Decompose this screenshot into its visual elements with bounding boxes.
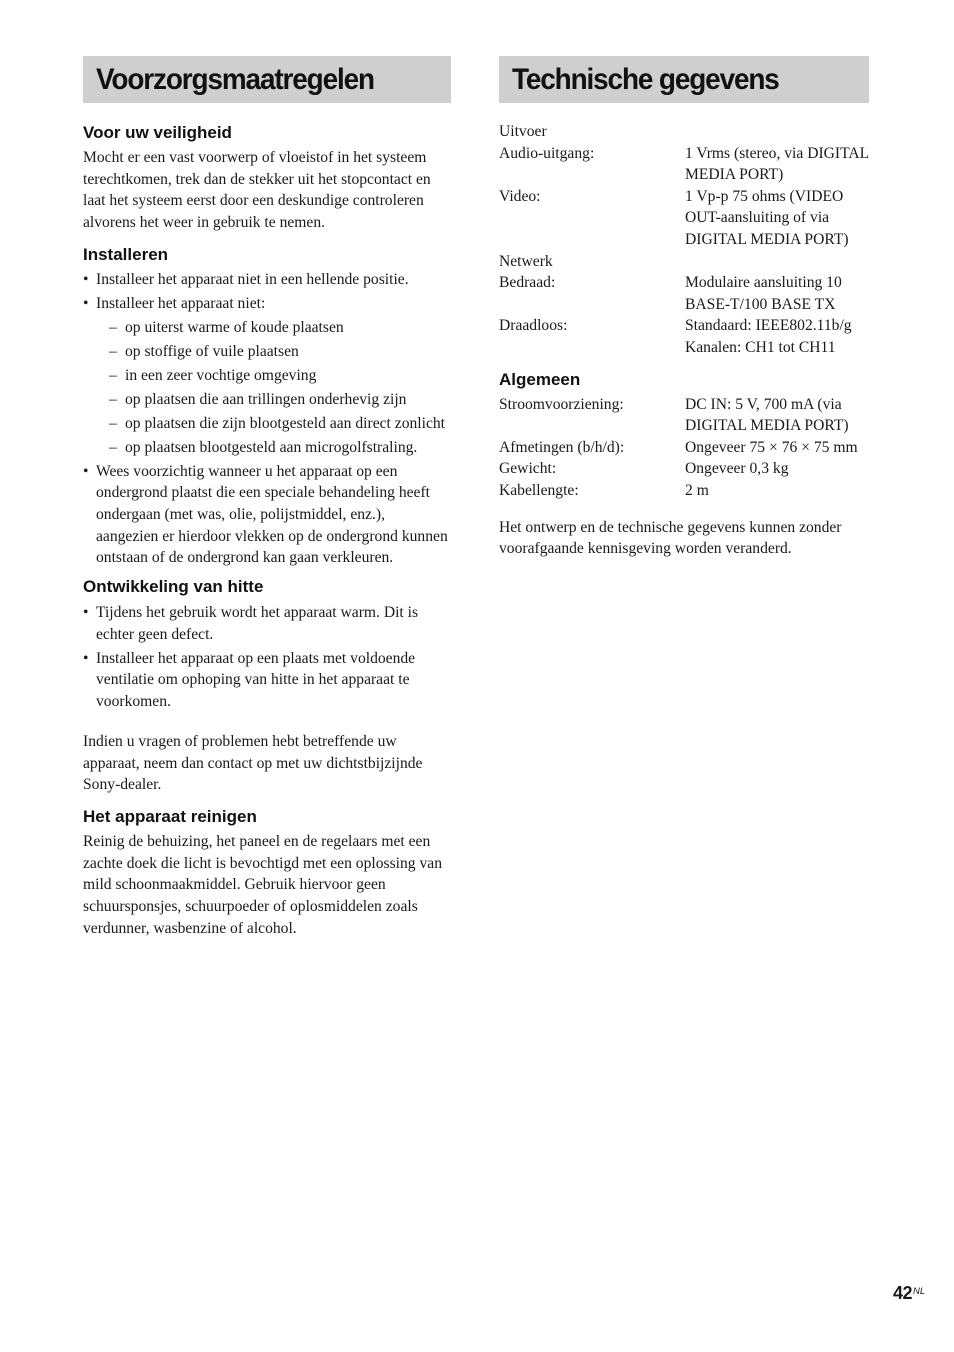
safety-text: Mocht er een vast voorwerp of vloeistof in het systeem terechtkomen, trek dan de stekker uit het stopcontact en laat het systeem eerst door een deskundige controleren alvorens het weer in gebruik te nemen. (83, 149, 431, 232)
list-item: • Wees voorzichtig wanneer u het apparaat op een ondergrond plaatst die een speciale behandeling heeft ondergaan (met was, olie, polijstmiddel, enz.), aangezien er hierdoor vlekken op de ondergrond kunnen ontstaan of de ondergrond kan gaan verkleuren. (83, 461, 451, 570)
spec-value: 1 Vp-p 75 ohms (VIDEO OUT-aansluiting of via DIGITAL MEDIA PORT) (685, 187, 849, 248)
page-number (893, 1283, 925, 1304)
page-number-value: 42 (893, 1283, 913, 1303)
list-item: – op plaatsen blootgesteld aan microgolfstraling. (96, 437, 451, 459)
list-item: – op plaatsen die aan trillingen onderhevig zijn (96, 389, 451, 411)
heat-heading: Ontwikkeling van hitte (83, 577, 264, 597)
spec-label: Stroomvoorziening: (499, 395, 624, 413)
spec-row-video (499, 186, 869, 251)
section-title-bar (499, 56, 869, 103)
section-title: Technische gegevens (512, 62, 779, 96)
contact-text: Indien u vragen of problemen hebt betreffende uw apparaat, neem dan contact op met uw dichtstbijzijnde Sony-dealer. (83, 732, 423, 794)
install-sublist (96, 317, 451, 459)
spec-row-power (499, 394, 869, 437)
spec-label: Audio-uitgang: (499, 144, 595, 162)
list-item: – op plaatsen die zijn blootgesteld aan direct zonlicht (96, 413, 451, 435)
general-heading: Algemeen (499, 369, 581, 389)
page-language-suffix: NL (913, 1286, 926, 1297)
spec-group-network: Netwerk (499, 252, 553, 270)
spec-value: Ongeveer 75 × 76 × 75 mm (685, 438, 858, 456)
list-item: • Tijdens het gebruik wordt het apparaat warm. Dit is echter geen defect. (83, 602, 451, 645)
spec-row-weight (499, 458, 869, 480)
spec-value: 1 Vrms (stereo, via DIGITAL MEDIA PORT) (685, 144, 869, 184)
spec-value: 2 m (685, 481, 709, 499)
list-item: – op stoffige of vuile plaatsen (96, 341, 451, 363)
spec-group-output: Uitvoer (499, 123, 547, 140)
list-item-text: Installeer het apparaat niet: (96, 294, 266, 312)
heat-list (83, 602, 451, 713)
list-item: • Installeer het apparaat niet in een hellende positie. (83, 269, 451, 291)
spec-row-cable (499, 480, 869, 502)
spec-label: Afmetingen (b/h/d): (499, 438, 625, 456)
spec-label: Kabellengte: (499, 481, 579, 499)
left-column (83, 56, 451, 939)
list-item: – in een zeer vochtige omgeving (96, 365, 451, 387)
spec-label: Draadloos: (499, 317, 568, 335)
spec-value: Standaard: IEEE802.11b/g Kanalen: CH1 tot CH11 (685, 317, 852, 356)
install-heading: Installeren (83, 244, 169, 264)
cleaning-heading: Het apparaat reinigen (83, 806, 257, 826)
spec-row-audio (499, 143, 869, 186)
spec-value: DC IN: 5 V, 700 mA (via DIGITAL MEDIA PORT) (685, 395, 849, 435)
spec-note: Het ontwerp en de technische gegevens kunnen zonder voorafgaande kennisgeving worden veranderd. (499, 518, 842, 558)
spec-value: Ongeveer 0,3 kg (685, 460, 789, 478)
list-item (83, 293, 451, 458)
spec-table (499, 121, 869, 502)
cleaning-text: Reinig de behuizing, het paneel en de regelaars met een zachte doek die licht is bevochtigd met een oplossing van mild schoonmaakmiddel. Gebruik hiervoor geen schuursponsjes, schuurpoeder of oplosmiddelen zoals verdunner, wasbenzine of alcohol. (83, 832, 442, 937)
list-item: – op uiterst warme of koude plaatsen (96, 317, 451, 339)
spec-label: Video: (499, 187, 541, 205)
spec-label: Bedraad: (499, 274, 556, 292)
spec-row-wireless (499, 315, 869, 358)
section-title-bar (83, 56, 451, 103)
spec-value: Modulaire aansluiting 10 BASE-T/100 BASE TX (685, 274, 842, 313)
install-list (83, 269, 451, 569)
list-item: • Installeer het apparaat op een plaats met voldoende ventilatie om ophoping van hitte in het apparaat te voorkomen. (83, 648, 451, 713)
spec-row-wired (499, 272, 869, 315)
safety-heading: Voor uw veiligheid (83, 123, 232, 142)
section-title: Voorzorgsmaatregelen (96, 62, 374, 96)
spec-label: Gewicht: (499, 460, 557, 478)
spec-row-dimensions (499, 437, 869, 459)
right-column (499, 56, 869, 560)
